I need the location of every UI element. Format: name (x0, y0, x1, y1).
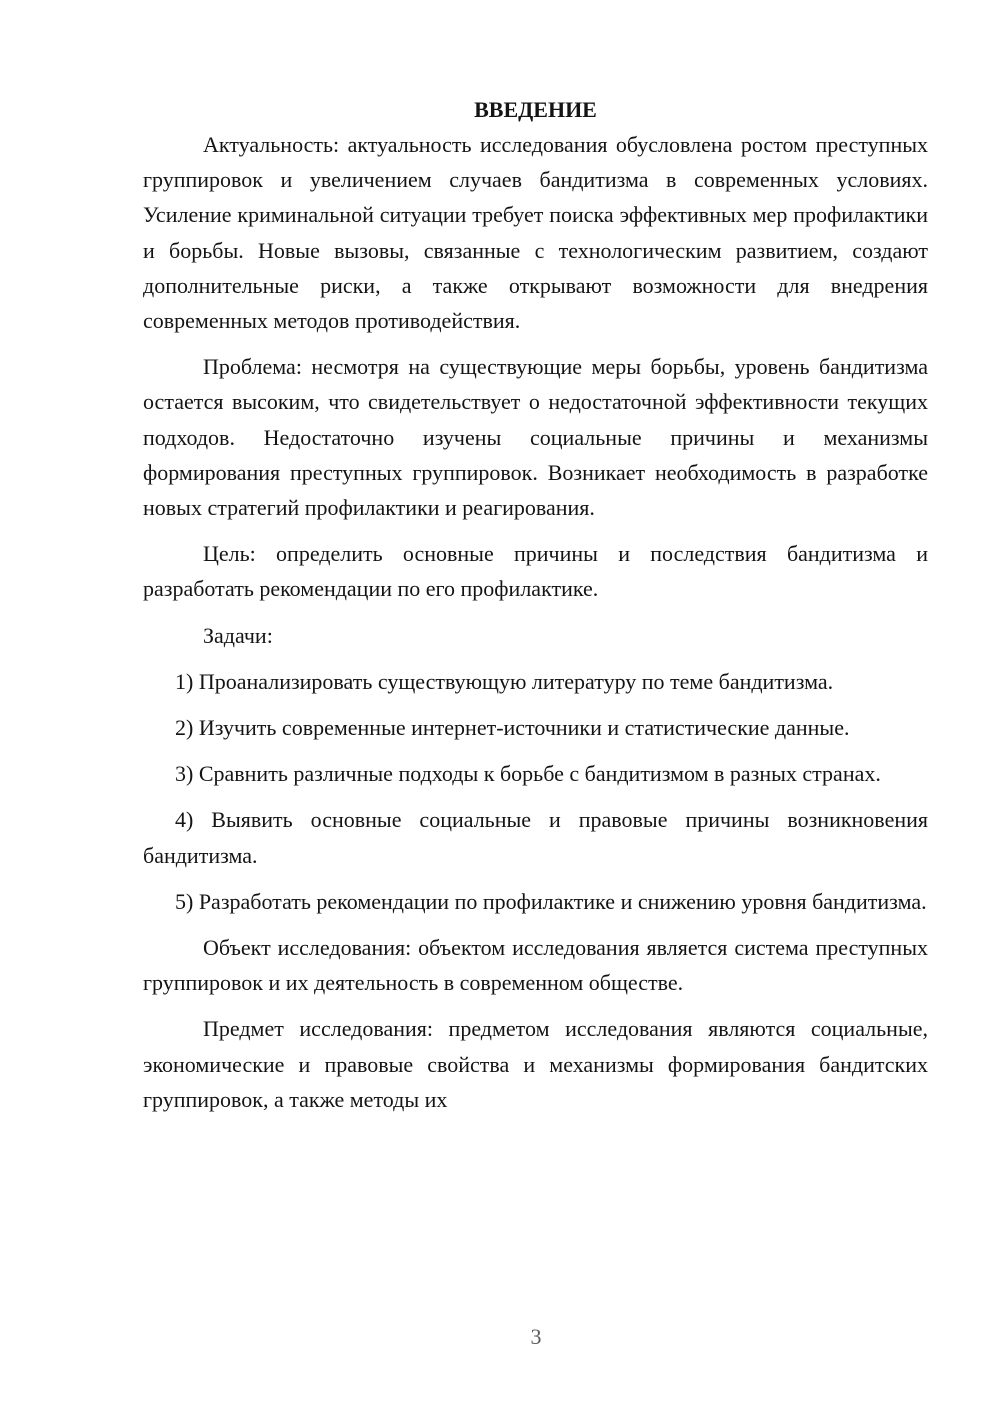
list-item: 2) Изучить современные интернет-источники и статистические данные. (175, 715, 850, 741)
list-item: 1) Проанализировать существующую литературу по теме бандитизма. (175, 668, 834, 694)
paragraph-goal: Цель: определить основные причины и последствия бандитизма и разработать рекомендации по его профилактике. (143, 541, 928, 602)
list-item: 4) Выявить основные социальные и правовые причины возникновения бандитизма. (143, 807, 928, 868)
paragraph-problem: Проблема: несмотря на существующие меры борьбы, уровень бандитизма остается высоким, что свидетельствует о недостаточной эффективности текущих подходов. Недостаточно изучены социальные причины и механизмы формирования преступных группировок. Возникает необходимость в разработке новых стратегий профилактики и реагирования. (143, 354, 928, 521)
paragraph-subject: Предмет исследования: предметом исследования являются социальные, экономические и правовые свойства и механизмы формирования бандитских группировок, а также методы их (143, 1016, 928, 1112)
list-item: 3) Сравнить различные подходы к борьбе с бандитизмом в разных странах. (175, 761, 881, 787)
paragraph-object: Объект исследования: объектом исследования является система преступных группировок и их деятельность в современном обществе. (143, 935, 928, 996)
section-heading: ВВЕДЕНИЕ (474, 97, 597, 122)
paragraph-relevance: Актуальность: актуальность исследования обусловлена ростом преступных группировок и увеличением случаев бандитизма в современных условиях. Усиление криминальной ситуации требует поиска эффективных мер профилактики и борьбы. Новые вызовы, связанные с технологическим развитием, создают дополнительные риски, а также открывают возможности для внедрения современных методов противодействия. (143, 132, 928, 334)
document-page (143, 92, 928, 1117)
page-number: 3 (530, 1324, 542, 1349)
tasks-label: Задачи: (203, 622, 273, 648)
list-item: 5) Разработать рекомендации по профилактике и снижению уровня бандитизма. (175, 888, 927, 914)
